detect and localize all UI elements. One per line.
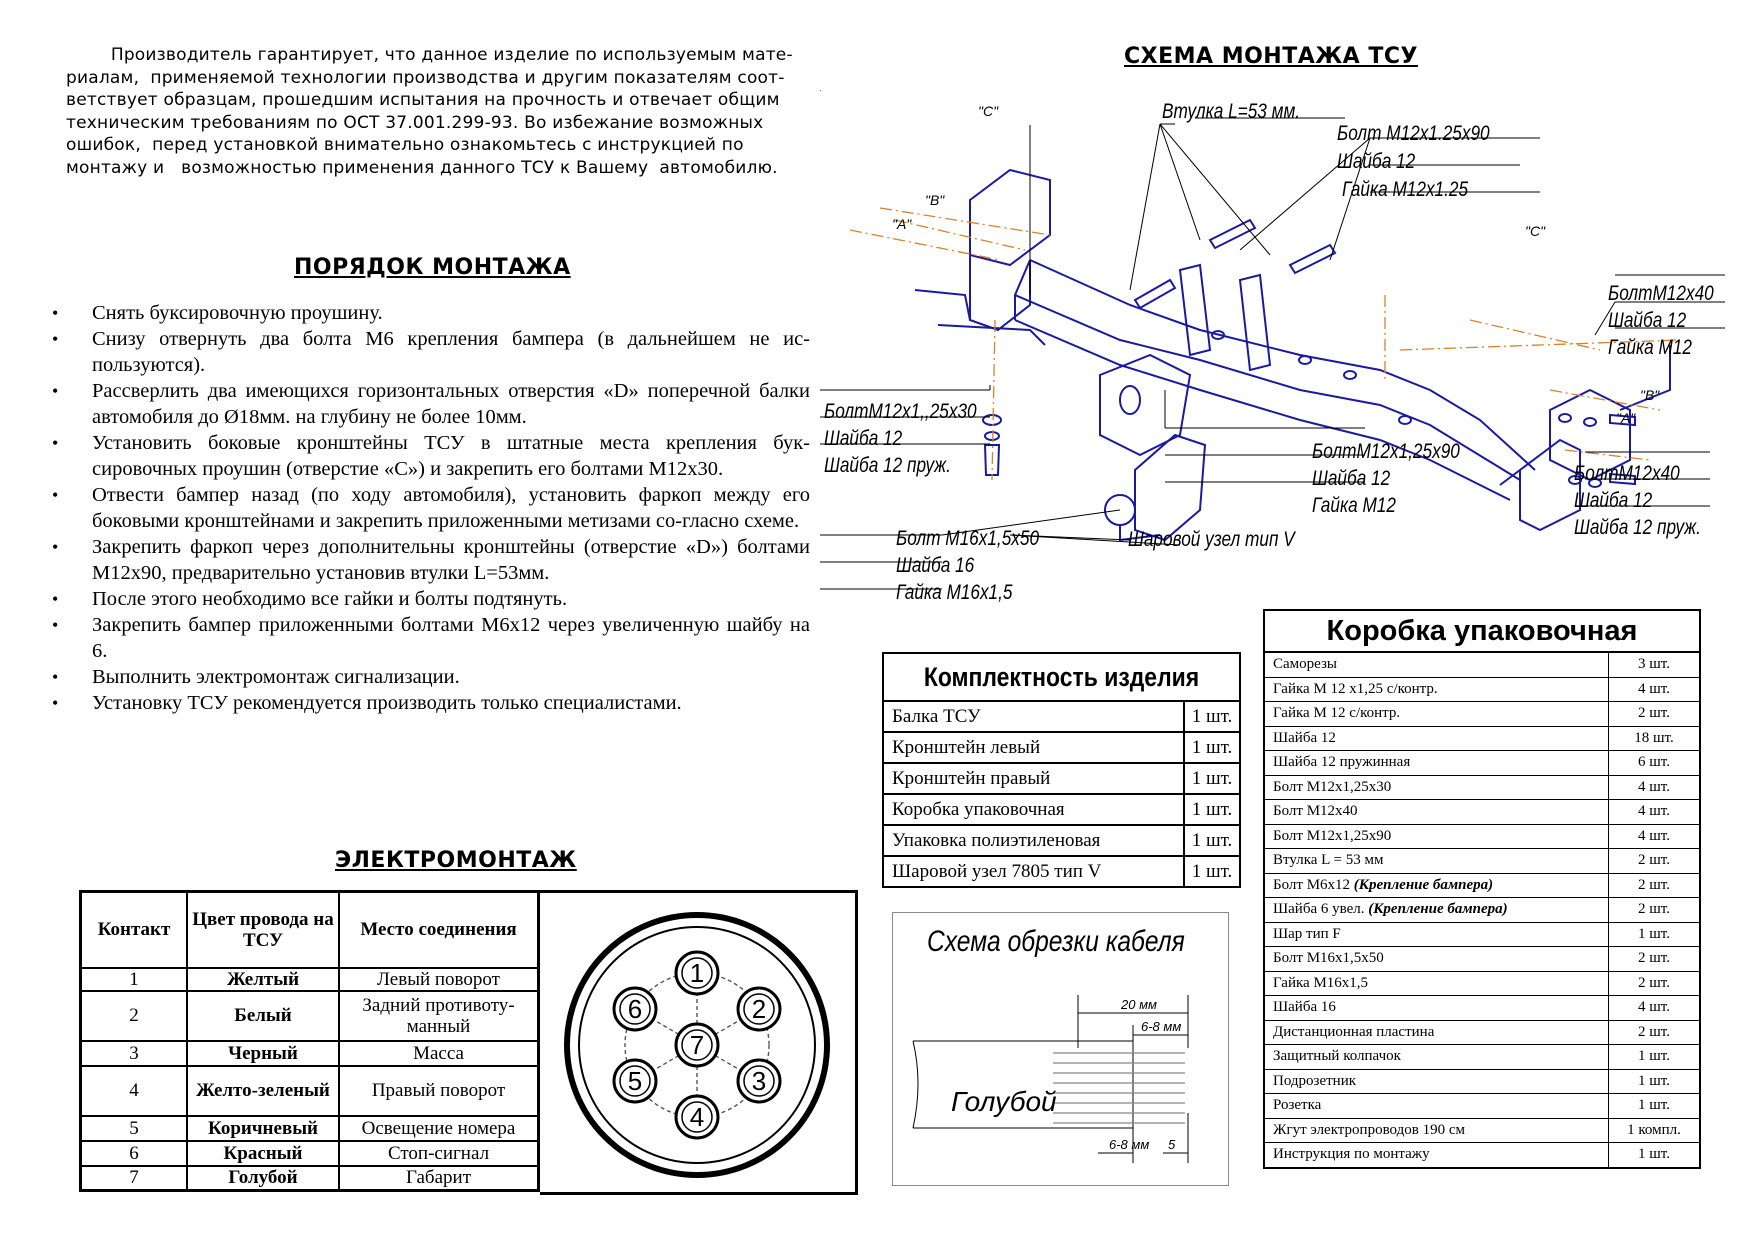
box-title: Коробка упаковочная xyxy=(1264,610,1700,652)
item-qty: 2 шт. xyxy=(1609,971,1701,996)
socket-pin-number: 7 xyxy=(689,1030,705,1060)
table-row xyxy=(1264,1094,1700,1119)
item-name: Шайба 6 увел. (Крепление бампера) xyxy=(1264,898,1609,923)
table-row xyxy=(883,825,1240,856)
table-row xyxy=(1264,1118,1700,1143)
connection-point: Правый поворот xyxy=(339,1066,539,1116)
wire-color: Желто-зеленый xyxy=(187,1066,339,1116)
intro-line: риалам, применяемой технологии производства и другим показателям соот- xyxy=(66,67,785,88)
item-name: Болт М12х1,25х30 xyxy=(1264,775,1609,800)
item-qty: 4 шт. xyxy=(1609,677,1701,702)
item-name: Дистанционная пластина xyxy=(1264,1020,1609,1045)
bolt-label: БолтМ12х40 xyxy=(1574,462,1680,485)
wire-color: Желтый xyxy=(187,968,339,991)
table-row xyxy=(1264,849,1700,874)
cable-trim-panel xyxy=(892,912,1229,1186)
intro-line: техническим требованиям по ОСТ 37.001.299-93. Во избежание возможных xyxy=(66,112,764,133)
warranty-paragraph xyxy=(66,44,826,180)
item-qty: 1 шт. xyxy=(1184,825,1240,856)
item-name: Шар тип F xyxy=(1264,922,1609,947)
list-item: • Снизу отвернуть два болта М6 крепления бампера (в дальнейшем не ис-пользуются). xyxy=(50,326,810,378)
sleeve-label: Втулка L=53 мм. xyxy=(1162,100,1301,123)
item-qty: 4 шт. xyxy=(1609,775,1701,800)
item-qty: 1 шт. xyxy=(1609,1069,1701,1094)
item-qty: 1 шт. xyxy=(1609,1094,1701,1119)
table-row xyxy=(81,968,539,991)
item-qty: 18 шт. xyxy=(1609,726,1701,751)
item-name: Гайка М 12 с/контр. xyxy=(1264,702,1609,727)
cable-title: Схема обрезки кабеля xyxy=(927,925,1185,958)
table-row xyxy=(1264,652,1700,677)
item-qty: 2 шт. xyxy=(1609,898,1701,923)
wire-label: Голубой xyxy=(951,1086,1057,1117)
pin-number: 6 xyxy=(81,1141,188,1166)
item-qty: 4 шт. xyxy=(1609,996,1701,1021)
socket-pin-number: 4 xyxy=(689,1102,705,1132)
wire-color: Белый xyxy=(187,991,339,1041)
item-qty: 6 шт. xyxy=(1609,751,1701,776)
item-qty: 4 шт. xyxy=(1609,800,1701,825)
table-row xyxy=(81,1116,539,1141)
item-name: Подрозетник xyxy=(1264,1069,1609,1094)
nut-label: Гайка М12х1.25 xyxy=(1342,178,1469,201)
washer-label: Шайба 12 xyxy=(1608,309,1687,332)
table-row xyxy=(1264,726,1700,751)
connection-point: Левый поворот xyxy=(339,968,539,991)
item-name: Шайба 12 xyxy=(1264,726,1609,751)
item-name: Шайба 16 xyxy=(1264,996,1609,1021)
table-row xyxy=(1264,971,1700,996)
table-row xyxy=(1264,922,1700,947)
washer-label: Шайба 12 xyxy=(1574,489,1653,512)
socket-panel xyxy=(540,890,858,1195)
dimension-label: 5 xyxy=(1168,1137,1176,1152)
item-name: Коробка упаковочная xyxy=(883,794,1184,825)
list-item: • Снять буксировочную проушину. xyxy=(50,300,810,326)
table-row xyxy=(883,701,1240,732)
table-row xyxy=(1264,800,1700,825)
item-name: Защитный колпачок xyxy=(1264,1045,1609,1070)
connection-point: Освещение номера xyxy=(339,1116,539,1141)
bolt-label: Болт М12х1.25х90 xyxy=(1337,122,1490,145)
intro-line: ошибок, перед установкой внимательно ознакомьтесь с инструкцией по xyxy=(66,135,744,156)
table-row xyxy=(1264,1143,1700,1168)
diagram-title: СХЕМА МОНТАЖА ТСУ xyxy=(1124,44,1418,69)
item-name: Инструкция по монтажу xyxy=(1264,1143,1609,1168)
washer-label: Шайба 12 xyxy=(1337,150,1416,173)
spring-washer-label: Шайба 12 пруж. xyxy=(824,454,951,477)
table-row xyxy=(81,991,539,1041)
dimension-label: 6-8 мм xyxy=(1141,1019,1182,1034)
item-name: Кронштейн правый xyxy=(883,763,1184,794)
intro-line: монтажу и возможностью применения данного ТСУ к Вашему автомобилю. xyxy=(66,157,778,178)
item-qty: 1 компл. xyxy=(1609,1118,1701,1143)
pin-number: 5 xyxy=(81,1116,188,1141)
item-qty: 2 шт. xyxy=(1609,1020,1701,1045)
connection-point: Задний противоту-манный xyxy=(339,991,539,1041)
item-qty: 2 шт. xyxy=(1609,849,1701,874)
marker-label: "A" xyxy=(892,216,912,232)
kit-table xyxy=(882,652,1241,888)
item-qty: 4 шт. xyxy=(1609,824,1701,849)
table-row xyxy=(1264,1045,1700,1070)
item-qty: 3 шт. xyxy=(1609,652,1701,677)
pin-number: 1 xyxy=(81,968,188,991)
table-row xyxy=(1264,702,1700,727)
item-name: Упаковка полиэтиленовая xyxy=(883,825,1184,856)
item-qty: 1 шт. xyxy=(1184,763,1240,794)
table-row xyxy=(1264,947,1700,972)
socket-pin-number: 2 xyxy=(751,994,767,1024)
socket-pin-number: 6 xyxy=(627,994,643,1024)
bolt-label: БолтМ12х1,,25х30 xyxy=(824,400,977,423)
table-row xyxy=(81,1041,539,1066)
bolt-label: БолтМ12х1,25х90 xyxy=(1312,440,1460,463)
list-item: • Установить боковые кронштейны ТСУ в штатные места крепления бук-сировочных проушин (отверстие «С») и закрепить его болтами М12х30. xyxy=(50,430,810,482)
item-qty: 1 шт. xyxy=(1184,701,1240,732)
socket-diagram xyxy=(540,893,858,1198)
table-row xyxy=(1264,1020,1700,1045)
table-row xyxy=(1264,898,1700,923)
item-qty: 1 шт. xyxy=(1184,732,1240,763)
bolt-label: БолтМ12х40 xyxy=(1608,282,1714,305)
wire-color: Красный xyxy=(187,1141,339,1166)
item-qty: 1 шт. xyxy=(1609,922,1701,947)
intro-line: ветствует образцам, прошедшим испытания на прочность и отвечает общим xyxy=(66,90,780,111)
intro-line: Производитель гарантирует, что данное изделие по используемым мате- xyxy=(66,45,793,65)
pin-number: 2 xyxy=(81,991,188,1041)
item-name: Гайка М16х1,5 xyxy=(1264,971,1609,996)
item-qty: 2 шт. xyxy=(1609,702,1701,727)
socket-pin-number: 3 xyxy=(751,1066,767,1096)
socket-pins xyxy=(614,952,780,1138)
ball-node-label: Шаровой узел тип V xyxy=(1128,528,1295,551)
marker-label: "C" xyxy=(978,103,999,119)
pin-number: 4 xyxy=(81,1066,188,1116)
electrical-title: ЭЛЕКТРОМОНТАЖ xyxy=(335,848,577,873)
marker-label: "B" xyxy=(1640,387,1660,403)
washer-label: Шайба 12 xyxy=(1312,467,1391,490)
socket-pin-number: 1 xyxy=(689,958,705,988)
table-row xyxy=(883,763,1240,794)
item-qty: 2 шт. xyxy=(1609,947,1701,972)
item-name: Болт М16х1,5х50 xyxy=(1264,947,1609,972)
assembly-title: ПОРЯДОК МОНТАЖА xyxy=(294,255,571,280)
wiring-table xyxy=(79,890,540,1192)
item-name: Болт М12х1,25х90 xyxy=(1264,824,1609,849)
item-name: Жгут электропроводов 190 см xyxy=(1264,1118,1609,1143)
table-row xyxy=(1264,873,1700,898)
pin-number: 7 xyxy=(81,1166,188,1191)
item-name: Болт М6х12 (Крепление бампера) xyxy=(1264,873,1609,898)
table-row xyxy=(1264,1069,1700,1094)
towbar-drawing xyxy=(915,170,1670,540)
nut-label: Гайка М16х1,5 xyxy=(896,581,1013,604)
wire-color: Коричневый xyxy=(187,1116,339,1141)
marker-label: "B" xyxy=(925,192,945,208)
packing-box-table xyxy=(1263,609,1701,1169)
nut-label: Гайка М12 xyxy=(1608,336,1692,359)
item-name: Гайка М 12 х1,25 с/контр. xyxy=(1264,677,1609,702)
list-item: • Закрепить фаркоп через дополнительны кронштейны (отверстие «D») болтами М12х90, предварительно установив втулки L=53мм. xyxy=(50,534,810,586)
item-qty: 1 шт. xyxy=(1609,1143,1701,1168)
table-row xyxy=(1264,996,1700,1021)
item-name: Шаровой узел 7805 тип V xyxy=(883,856,1184,887)
item-name: Розетка xyxy=(1264,1094,1609,1119)
marker-label: "C" xyxy=(1525,223,1546,239)
list-item: • Отвести бампер назад (по ходу автомобиля), установить фаркоп между его боковыми кронштейнами и закрепить приложенными метизами со-гласно схеме. xyxy=(50,482,810,534)
table-row xyxy=(1264,775,1700,800)
item-name: Кронштейн левый xyxy=(883,732,1184,763)
dimension-label: 20 мм xyxy=(1121,997,1157,1012)
item-name: Саморезы xyxy=(1264,652,1609,677)
spring-washer-label: Шайба 12 пруж. xyxy=(1574,516,1701,539)
list-item: • Выполнить электромонтаж сигнализации. xyxy=(50,664,810,690)
item-name: Балка ТСУ xyxy=(883,701,1184,732)
column-header: Контакт xyxy=(81,892,188,968)
item-name: Шайба 12 пружинная xyxy=(1264,751,1609,776)
dimension-label: 6-8 мм xyxy=(1109,1137,1150,1152)
wire-color: Голубой xyxy=(187,1166,339,1191)
pin-number: 3 xyxy=(81,1041,188,1066)
item-qty: 2 шт. xyxy=(1609,873,1701,898)
table-row xyxy=(1264,677,1700,702)
leader-lines xyxy=(820,90,1725,589)
table-row xyxy=(883,856,1240,887)
item-name: Болт М12х40 xyxy=(1264,800,1609,825)
cable-trim-drawing xyxy=(893,913,1228,1185)
list-item: • После этого необходимо все гайки и болты подтянуть. xyxy=(50,586,810,612)
nut-label: Гайка М12 xyxy=(1312,494,1396,517)
marker-label: "A" xyxy=(1616,410,1636,426)
connection-point: Габарит xyxy=(339,1166,539,1191)
assembly-steps-list xyxy=(50,300,810,716)
washer-label: Шайба 16 xyxy=(896,554,975,577)
item-qty: 1 шт. xyxy=(1184,794,1240,825)
column-header: Место соединения xyxy=(339,892,539,968)
washer-label: Шайба 12 xyxy=(824,427,903,450)
item-name: Втулка L = 53 мм xyxy=(1264,849,1609,874)
list-item: • Закрепить бампер приложенными болтами М6х12 через увеличенную шайбу на 6. xyxy=(50,612,810,664)
list-item: • Установку ТСУ рекомендуется производить только специалистами. xyxy=(50,690,810,716)
table-row xyxy=(81,1066,539,1116)
table-row xyxy=(883,732,1240,763)
bolt-label: Болт М16х1,5х50 xyxy=(896,527,1040,550)
table-row xyxy=(1264,751,1700,776)
column-header: Цвет провода на ТСУ xyxy=(187,892,339,968)
wire-color: Черный xyxy=(187,1041,339,1066)
connection-point: Масса xyxy=(339,1041,539,1066)
table-row xyxy=(81,1141,539,1166)
kit-title: Комплектность изделия xyxy=(910,653,1213,701)
item-qty: 1 шт. xyxy=(1184,856,1240,887)
table-row xyxy=(81,1166,539,1191)
connection-point: Стоп-сигнал xyxy=(339,1141,539,1166)
list-item: • Рассверлить два имеющихся горизонтальных отверстия «D» поперечной балки автомобиля до Ø18мм. на глубину не более 10мм. xyxy=(50,378,810,430)
item-qty: 1 шт. xyxy=(1609,1045,1701,1070)
socket-pin-number: 5 xyxy=(627,1066,643,1096)
table-row xyxy=(883,794,1240,825)
table-row xyxy=(1264,824,1700,849)
